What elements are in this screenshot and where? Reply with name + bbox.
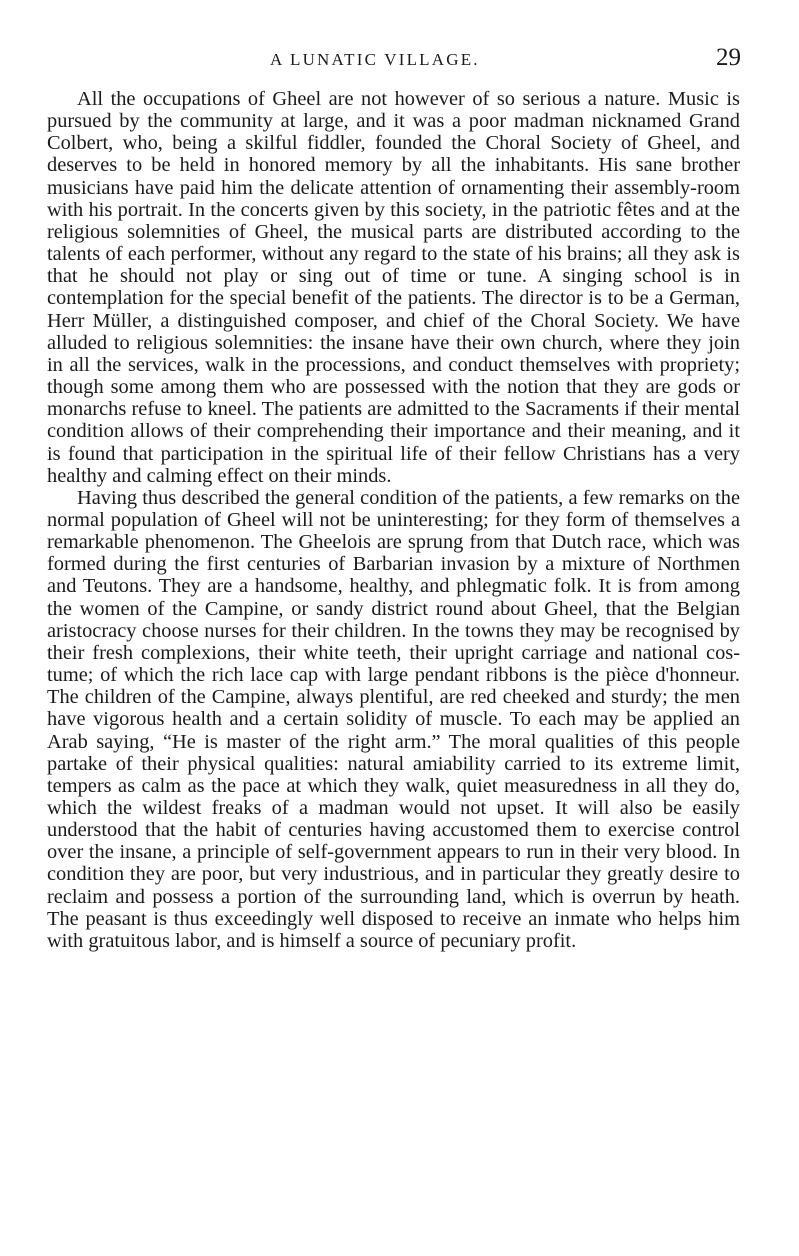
paragraph-population: Having thus described the general condition of the patients, a few remarks on the normal population of Gheel will not be uninteresting; for they form of themselves a remarkable phenomenon. The Gheelois are sprung from that Dutch race, which was formed during the first centuries of Barbarian invasion by a mixture of Northmen and Teutons. They are a handsome, healthy, and phlegmatic folk. It is from among the women of the Campine, or sandy district round about Gheel, that the Belgian aristocracy choose nurses for their children. In the towns they may be recognised by their fresh complexions, their white teeth, their upright carriage and national costume; of which the rich lace cap with large pendant ribbons is the pièce d'honneur. The children of the Campine, always plentiful, are red cheeked and sturdy; the men have vigorous health and a certain solidity of muscle. To each may be applied an Arab saying, “He is master of the right arm.” The moral qualities of this people partake of their physical qualities: natural amiability carried to its extreme limit, tempers as calm as the pace at which they walk, quiet measuredness in all they do, which the wildest freaks of a madman would not upset. It will also be easily understood that the habit of centuries having accustomed them to exercise control over the insane, a principle of self-government appears to run in their very blood. In condition they are poor, but very industrious, and in particular they greatly desire to reclaim and possess a portion of the surrounding land, which is overrun by heath. The peasant is thus exceedingly well disposed to receive an inmate who helps him with gratuitous labor, and is himself a source of pecuniary profit. bbox=[47, 486, 740, 952]
page-number: 29 bbox=[716, 44, 741, 71]
body-text bbox=[47, 88, 740, 952]
running-header bbox=[0, 44, 799, 74]
running-title: A LUNATIC VILLAGE. bbox=[270, 50, 480, 69]
paragraph-music: All the occupations of Gheel are not however of so serious a nature. Music is pursued by the community at large, and it was a poor madman nicknamed Grand Colbert, who, being a skilful fiddler, founded the Choral Society of Gheel, and deserves to be held in honored memory by all the inhabitants. His sane brother musicians have paid him the delicate attention of ornamenting their assembly-room with his portrait. In the concerts given by this society, in the patriotic fêtes and at the religious solemnities of Gheel, the musical parts are distributed according to the talents of each performer, without any regard to the state of his brains; all they ask is that he should not play or sing out of time or tune. A singing school is in contemplation for the special benefit of the patients. The director is to be a German, Herr Müller, a distinguished composer, and chief of the Choral Society. We have alluded to religious solemnities: the insane have their own church, where they join in all the services, walk in the processions, and conduct themselves with propriety; though some among them who are possessed with the notion that they are gods or monarchs refuse to kneel. The patients are admitted to the Sacraments if their mental condition allows of their comprehending their importance and their meaning, and it is found that participation in the spiritual life of their fellow Christians has a very healthy and calming effect on their minds. bbox=[47, 88, 740, 487]
